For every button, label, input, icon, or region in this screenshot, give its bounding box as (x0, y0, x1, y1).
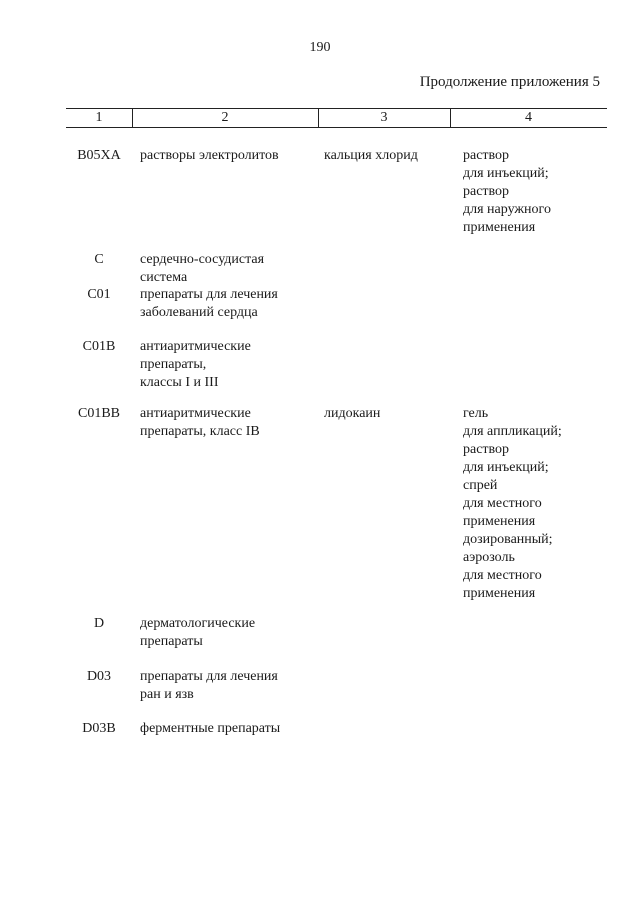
atc-group: антиаритмические препараты, класс IB (140, 406, 260, 439)
atc-code: C01 (87, 287, 111, 302)
drug-name: кальция хлорид (324, 148, 418, 163)
column-header-2: 2 (221, 110, 229, 125)
column-header-3: 3 (380, 110, 388, 125)
atc-group: препараты для лечения ран и язв (140, 669, 278, 702)
dosage-form: гель для аппликаций; раствор для инъекций; спрей для местного применения дозированный; аэрозоль для местного применения (463, 406, 562, 601)
atc-group: антиаритмические препараты, классы I и III (140, 339, 251, 390)
atc-group: ферментные препараты (140, 721, 281, 736)
atc-group: дерматологические препараты (140, 616, 256, 649)
appendix-continuation: Продолжение приложения 5 (419, 74, 600, 90)
atc-group: препараты для лечения заболеваний сердца (140, 287, 278, 320)
atc-group: растворы электролитов (140, 148, 279, 163)
atc-group: сердечно-сосудистая система (140, 252, 265, 285)
atc-code: B05XA (77, 148, 121, 163)
atc-code: C01B (82, 339, 116, 354)
atc-code: D (93, 616, 105, 631)
column-header-1: 1 (95, 110, 103, 125)
drug-name: лидокаин (324, 406, 381, 421)
dosage-form: раствор для инъекций; раствор для наружного применения (463, 148, 551, 235)
column-header-4: 4 (525, 110, 532, 125)
atc-code: D03 (86, 669, 112, 684)
atc-code: C (94, 252, 104, 267)
table-header (66, 108, 607, 128)
atc-code: C01BB (77, 406, 120, 421)
atc-code: D03B (82, 721, 116, 736)
page-number: 190 (309, 40, 331, 55)
